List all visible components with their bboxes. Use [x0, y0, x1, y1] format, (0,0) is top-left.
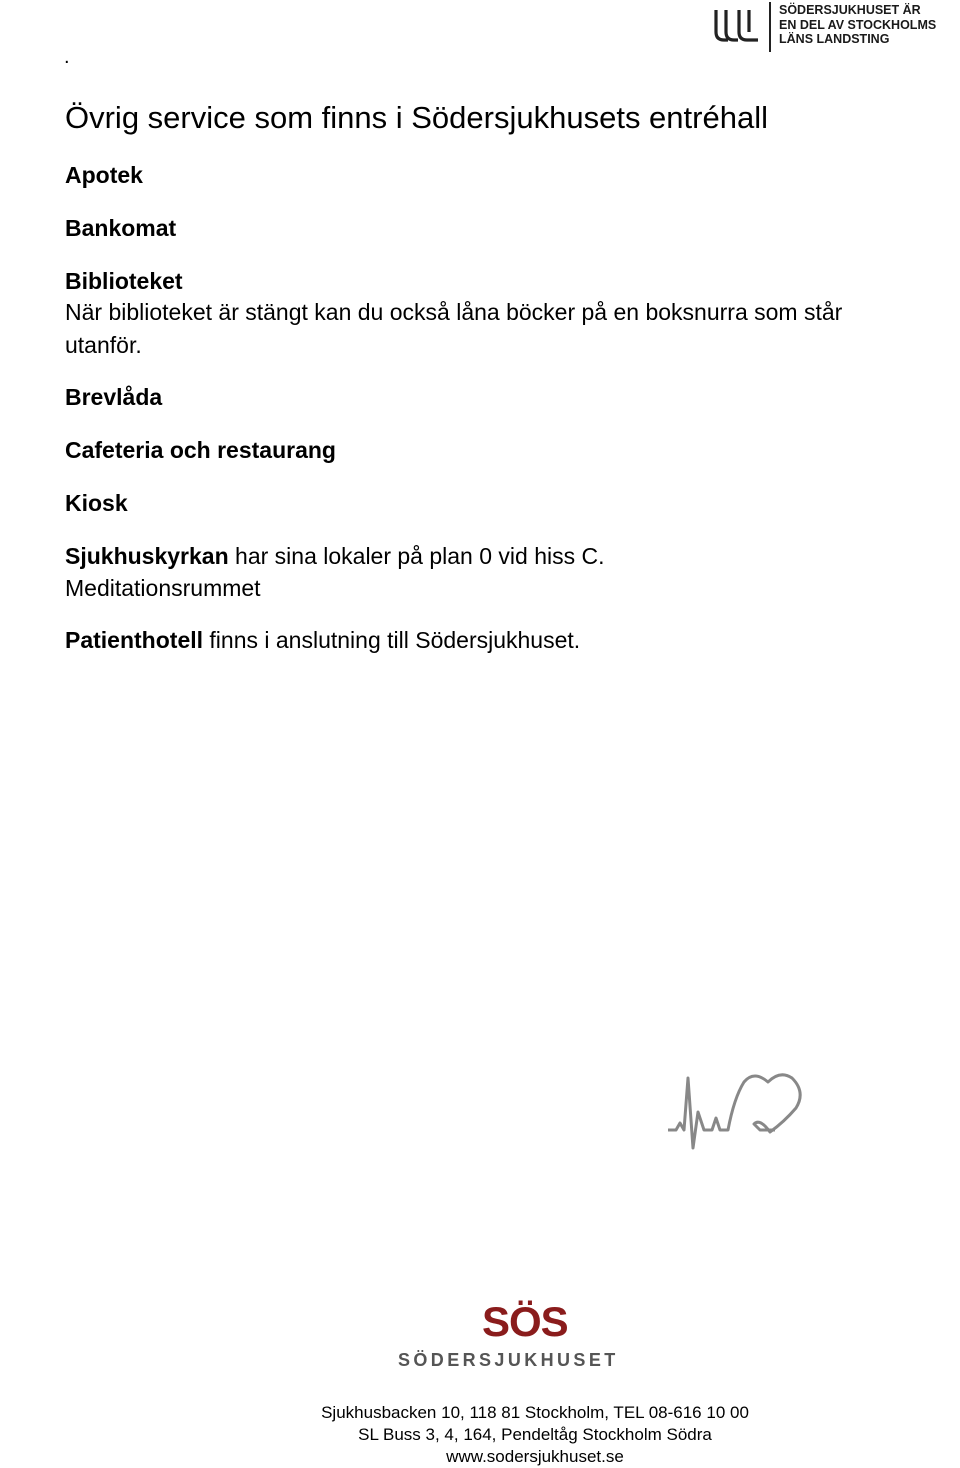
- logo-text-line-3: LÄNS LANDSTING: [779, 32, 890, 46]
- footer-website: www.sodersjukhuset.se: [446, 1447, 624, 1466]
- item-brevlada: [65, 384, 162, 411]
- item-kiosk: [65, 490, 128, 517]
- item-kiosk-label: Kiosk: [65, 490, 128, 516]
- page-title: Övrig service som finns i Södersjukhusets entréhall: [65, 100, 768, 135]
- sos-logo-word: SÖS: [482, 1298, 568, 1345]
- bibliotek-text-line-1: När biblioteket är stängt kan du också låna böcker på en boksnurra som står: [65, 299, 843, 325]
- item-sjukhuskyrkan-text: har sina lokaler på plan 0 vid hiss C.: [228, 543, 605, 569]
- logo-text-line-2: EN DEL AV STOCKHOLMS: [779, 17, 937, 32]
- footer: [280, 1402, 790, 1468]
- meditation-text: Meditationsrummet: [65, 575, 261, 601]
- item-brevlada-label: Brevlåda: [65, 384, 163, 410]
- item-bankomat-label: Bankomat: [65, 215, 177, 241]
- heartbeat-line-icon: [0, 1068, 960, 1158]
- item-cafeteria: [65, 437, 336, 464]
- item-patienthotell-text: finns i anslutning till Södersjukhuset.: [203, 627, 581, 653]
- item-cafeteria-label: Cafeteria och restaurang: [65, 437, 336, 463]
- item-apotek: [65, 162, 143, 189]
- item-sjukhuskyrkan-label: Sjukhuskyrkan: [65, 543, 229, 569]
- sos-logo: [390, 1300, 660, 1376]
- item-bibliotek-label: Biblioteket: [65, 268, 183, 294]
- item-patienthotell-label: Patienthotell: [65, 627, 204, 653]
- landsting-mark-icon: [712, 6, 762, 46]
- logo-divider: [769, 2, 771, 52]
- item-apotek-label: Apotek: [65, 162, 143, 188]
- item-bibliotek: [65, 268, 183, 295]
- landsting-logo: [712, 2, 952, 52]
- logo-text: [779, 3, 936, 47]
- logo-text-line-1: SÖDERSJUKHUSET ÄR: [779, 3, 921, 17]
- item-patienthotell: [65, 627, 580, 654]
- item-sjukhuskyrkan: [65, 543, 605, 570]
- item-bankomat: [65, 215, 176, 242]
- footer-transport: SL Buss 3, 4, 164, Pendeltåg Stockholm Södra: [358, 1425, 712, 1444]
- bibliotek-text-line-2: utanför.: [65, 332, 142, 358]
- page-dot: .: [64, 46, 70, 68]
- footer-address: Sjukhusbacken 10, 118 81 Stockholm, TEL 08-616 10 00: [321, 1403, 749, 1422]
- sos-logo-subtitle: SÖDERSJUKHUSET: [398, 1350, 619, 1370]
